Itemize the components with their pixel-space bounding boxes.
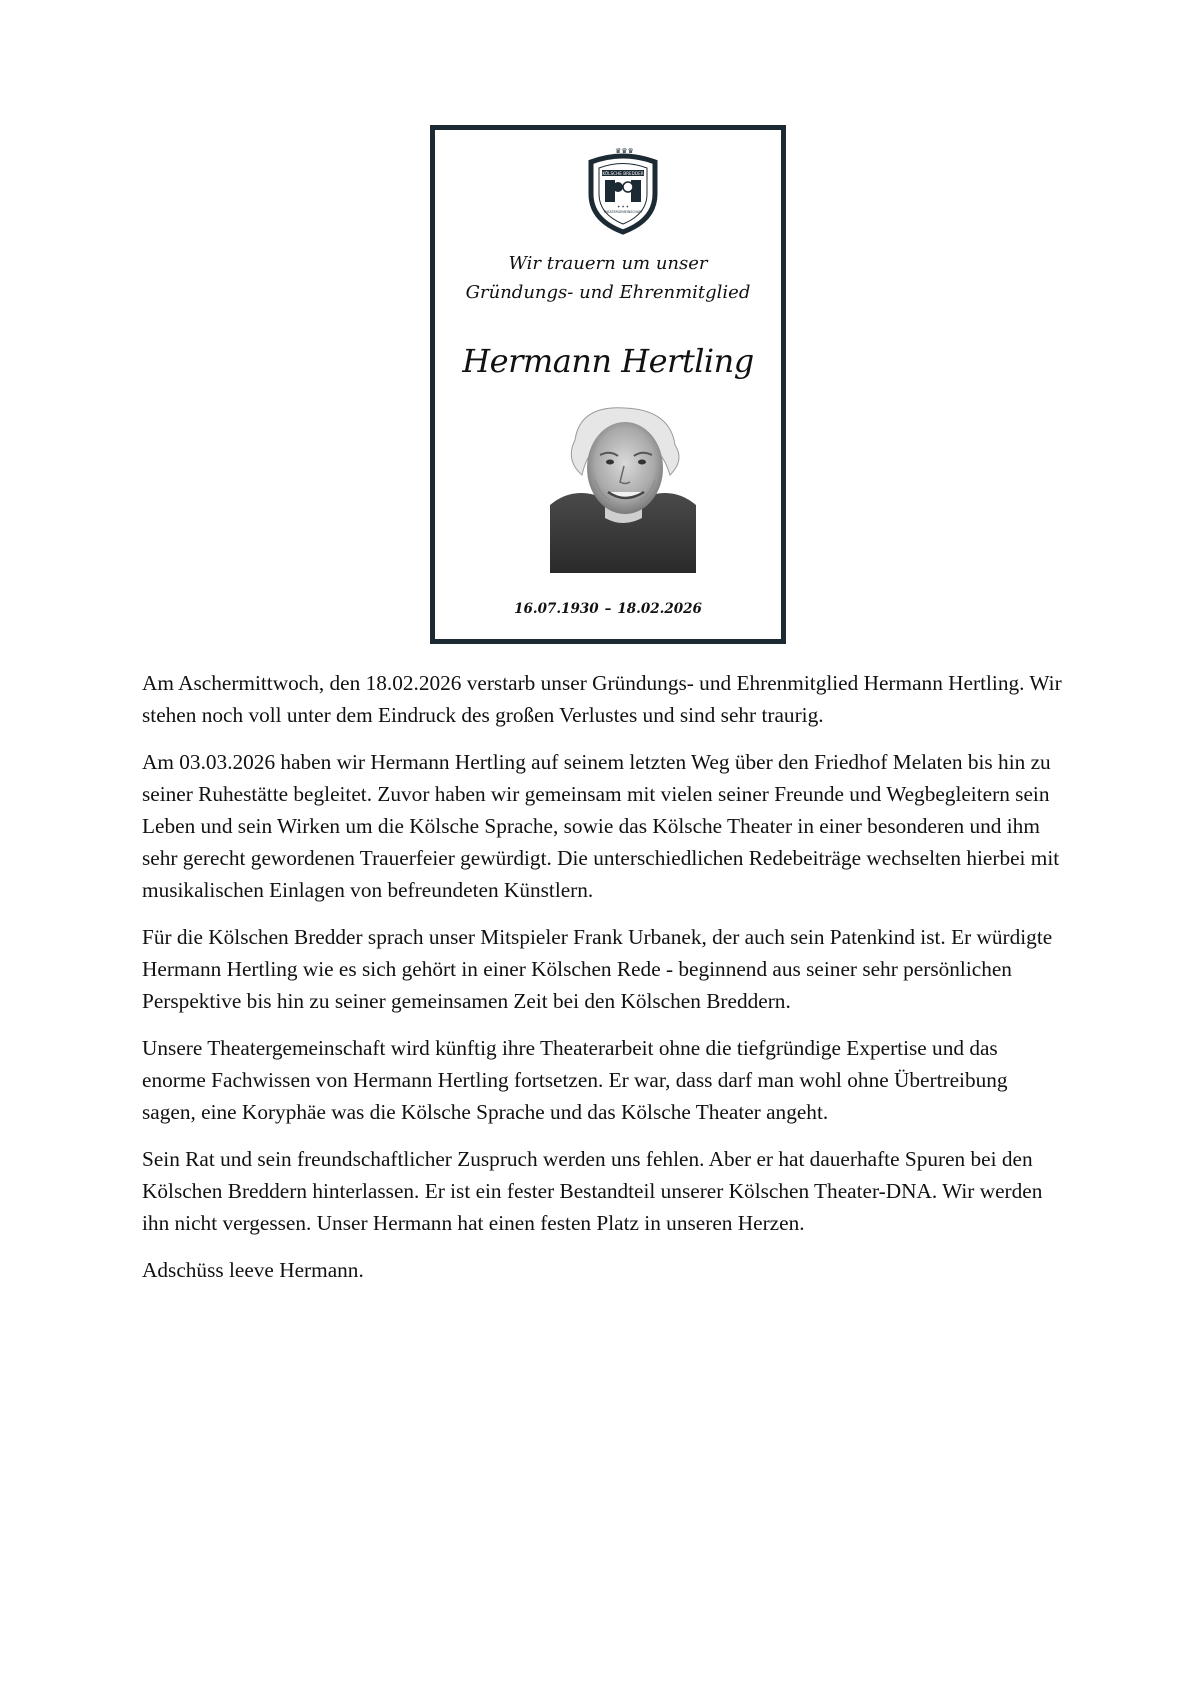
crest-title: KÖLSCHE BREDDER (602, 171, 644, 176)
paragraph: Sein Rat und sein freundschaftlicher Zuspruch werden uns fehlen. Aber er hat dauerhafte Spuren bei den Kölschen Breddern hinterlassen. Er ist ein fester Bestandteil unserer Kölschen Theater-DNA. Wir werden ihn nicht vergessen. Unser Hermann hat einen festen Platz in unseren Herzen. (142, 1147, 1043, 1235)
svg-text:✦ ✦ ✦: ✦ ✦ ✦ (616, 204, 630, 209)
closing-line: Adschüss leeve Hermann. (142, 1258, 364, 1282)
portrait-photo (550, 400, 696, 573)
obituary-text (142, 667, 1062, 1301)
paragraph: Am Aschermittwoch, den 18.02.2026 verstarb unser Gründungs- und Ehrenmitglied Hermann Hertling. Wir stehen noch voll unter dem Eindruck des großen Verlustes und sind sehr traurig. (142, 671, 1062, 727)
paragraph: Für die Kölschen Bredder sprach unser Mitspieler Frank Urbanek, der auch sein Patenkind ist. Er würdigte Hermann Hertling wie es sich gehört in einer Kölschen Rede - beginnend aus seiner sehr persönlichen Perspektive bis hin zu seiner gemeinsamen Zeit bei den Kölschen Breddern. (142, 925, 1053, 1013)
intro-line-1: Wir trauern um unser (508, 253, 708, 274)
death-date: 18.02.2026 (617, 601, 702, 617)
paragraph: Unsere Theatergemeinschaft wird künftig ihre Theaterarbeit ohne die tiefgründige Expertise und das enorme Fachwissen von Hermann Hertling fortsetzen. Er war, dass darf man wohl ohne Übertreibung sagen, eine Koryphäe was die Kölsche Sprache und das Kölsche Theater angeht. (142, 1036, 1008, 1124)
life-dates (435, 601, 781, 617)
deceased-name: Hermann Hertling (462, 342, 754, 380)
birth-date: 16.07.1930 (514, 601, 599, 617)
obituary-card (430, 125, 786, 644)
date-separator: – (604, 601, 612, 617)
club-crest-logo (585, 144, 661, 236)
svg-text:♛♛♛: ♛♛♛ (615, 147, 634, 155)
intro-line-2: Gründungs- und Ehrenmitglied (465, 282, 751, 303)
crest-subtitle: THEATERGEMEINSCHAFT (603, 210, 643, 214)
paragraph: Am 03.03.2026 haben wir Hermann Hertling auf seinem letzten Weg über den Friedhof Melaten bis hin zu seiner Ruhestätte begleitet. Zuvor haben wir gemeinsam mit vielen seiner Freunde und Wegbegleitern sein Leben und sein Wirken um die Kölsche Sprache, sowie das Kölsche Theater in einer besonderen und ihm sehr gerecht gewordenen Trauerfeier gewürdigt. Die unterschiedlichen Redebeiträge wechselten hierbei mit musikalischen Einlagen von befreundeten Künstlern. (142, 750, 1060, 902)
